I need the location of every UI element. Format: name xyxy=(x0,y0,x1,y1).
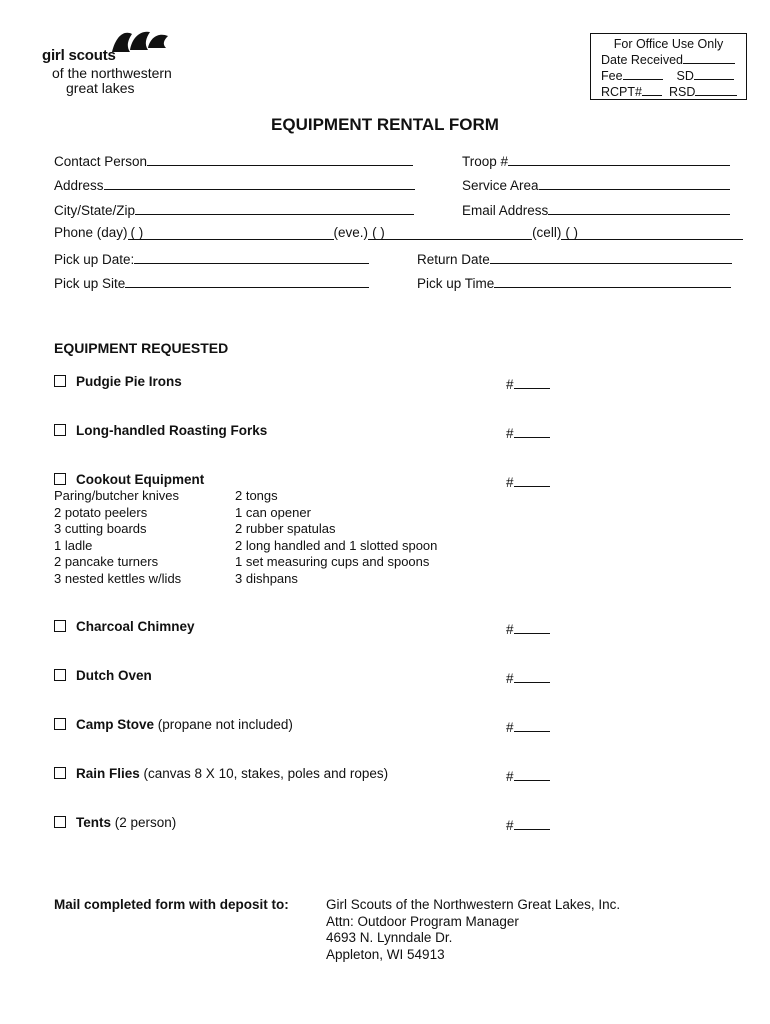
phone-day-field[interactable] xyxy=(128,225,334,240)
logo-subtitle-1: of the northwestern xyxy=(52,65,172,81)
address-line: Attn: Outdoor Program Manager xyxy=(326,913,519,929)
chimney-qty-label: # xyxy=(506,622,514,637)
address-row xyxy=(54,175,415,193)
dutch-checkbox[interactable] xyxy=(54,669,66,681)
stove-qty-label: # xyxy=(506,720,514,735)
pickup-date-label: Pick up Date: xyxy=(54,252,135,267)
rcpt-label: RCPT# xyxy=(601,85,642,99)
phone-cell-label: (cell) xyxy=(532,225,562,240)
chimney-qty-field[interactable] xyxy=(514,619,550,634)
list-item: 2 potato peelers xyxy=(54,504,148,520)
pudgie-qty-field[interactable] xyxy=(514,374,550,389)
pickup-site-row xyxy=(54,273,369,291)
pickup-time-field[interactable] xyxy=(494,273,731,288)
stove-note: (propane not included) xyxy=(154,717,293,732)
sd-field[interactable] xyxy=(694,68,734,80)
address-field[interactable] xyxy=(104,175,415,190)
tents-label: Tents xyxy=(76,815,112,830)
rsd-label: RSD xyxy=(668,85,696,99)
item-dutch-oven xyxy=(54,668,152,683)
cookout-list-right xyxy=(235,488,437,587)
phone-eve-field[interactable] xyxy=(368,225,532,240)
gsnwgl-logo xyxy=(42,28,202,98)
list-item: 3 dishpans xyxy=(235,570,298,586)
fee-label: Fee xyxy=(601,69,623,83)
list-item: 3 nested kettles w/lids xyxy=(54,570,182,586)
pickup-site-field[interactable] xyxy=(125,273,369,288)
item-camp-stove xyxy=(54,717,293,732)
stove-qty xyxy=(506,717,550,735)
return-date-label: Return Date xyxy=(417,252,490,267)
flies-label: Rain Flies xyxy=(76,766,140,781)
pickup-date-row xyxy=(54,249,369,267)
flies-qty-label: # xyxy=(506,769,514,784)
office-use-box xyxy=(590,33,747,100)
pudgie-label: Pudgie Pie Irons xyxy=(76,374,182,389)
chimney-checkbox[interactable] xyxy=(54,620,66,632)
city-row xyxy=(54,200,414,218)
cookout-qty-label: # xyxy=(506,475,514,490)
mailing-address xyxy=(326,897,620,963)
troop-row xyxy=(462,151,730,169)
cookout-list-left xyxy=(54,488,181,587)
contact-person-field[interactable] xyxy=(147,151,413,166)
cookout-label: Cookout Equipment xyxy=(76,472,205,487)
address-line: Girl Scouts of the Northwestern Great Lakes, Inc. xyxy=(326,897,621,912)
troop-label: Troop # xyxy=(462,154,509,169)
rsd-field[interactable] xyxy=(695,84,737,96)
tents-note: (2 person) xyxy=(111,815,177,830)
contact-person-row xyxy=(54,151,413,169)
forks-qty xyxy=(506,423,550,441)
list-item: 2 tongs xyxy=(235,488,278,503)
cookout-checkbox[interactable] xyxy=(54,473,66,485)
troop-field[interactable] xyxy=(508,151,730,166)
phone-eve-area-code: ( ) xyxy=(372,225,385,240)
phone-cell-area-code: ( ) xyxy=(565,225,579,240)
forks-checkbox[interactable] xyxy=(54,424,66,436)
stove-checkbox[interactable] xyxy=(54,718,66,730)
phone-row xyxy=(54,225,743,240)
service-area-label: Service Area xyxy=(462,178,539,193)
date-received-label: Date Received xyxy=(601,53,683,67)
forks-label: Long-handled Roasting Forks xyxy=(76,423,268,438)
phone-cell-field[interactable] xyxy=(561,225,743,240)
form-title: EQUIPMENT RENTAL FORM xyxy=(271,115,499,134)
stove-label: Camp Stove xyxy=(76,717,155,732)
date-received-field[interactable] xyxy=(683,52,735,64)
address-line: Appleton, WI 54913 xyxy=(326,946,445,962)
pudgie-checkbox[interactable] xyxy=(54,375,66,387)
city-label: City/State/Zip xyxy=(54,203,136,218)
return-date-field[interactable] xyxy=(490,249,732,264)
list-item: 1 ladle xyxy=(54,537,93,553)
flies-qty-field[interactable] xyxy=(514,766,550,781)
item-pudgie-pie-irons xyxy=(54,374,182,389)
sd-label: SD xyxy=(676,69,694,83)
equipment-section-heading: EQUIPMENT REQUESTED xyxy=(54,340,229,356)
office-use-title: For Office Use Only xyxy=(613,37,724,51)
fee-field[interactable] xyxy=(623,68,663,80)
mail-instructions: Mail completed form with deposit to: xyxy=(54,897,289,912)
chimney-qty xyxy=(506,619,550,637)
return-date-row xyxy=(417,249,732,267)
cookout-qty-field[interactable] xyxy=(514,472,550,487)
cookout-qty xyxy=(506,472,550,490)
list-item: 2 pancake turners xyxy=(54,554,159,569)
list-item: 3 cutting boards xyxy=(54,521,147,536)
address-label: Address xyxy=(54,178,104,193)
dutch-qty-field[interactable] xyxy=(514,668,550,683)
service-area-row xyxy=(462,175,730,193)
item-roasting-forks xyxy=(54,423,267,438)
address-line: 4693 N. Lynndale Dr. xyxy=(326,930,453,945)
list-item: 2 rubber spatulas xyxy=(235,521,336,536)
dutch-qty-label: # xyxy=(506,671,514,686)
chimney-label: Charcoal Chimney xyxy=(76,619,195,634)
rcpt-field[interactable] xyxy=(642,84,662,96)
tents-qty-field[interactable] xyxy=(514,815,550,830)
dutch-label: Dutch Oven xyxy=(76,668,152,683)
pickup-date-field[interactable] xyxy=(134,249,369,264)
logo-subtitle-2: great lakes xyxy=(66,80,135,96)
list-item: 2 long handled and 1 slotted spoon xyxy=(235,537,438,553)
forks-qty-field[interactable] xyxy=(514,423,550,438)
flies-qty xyxy=(506,766,550,784)
email-row xyxy=(462,200,730,218)
city-field[interactable] xyxy=(135,200,414,215)
stove-qty-field[interactable] xyxy=(514,717,550,732)
pudgie-qty-label: # xyxy=(506,377,514,392)
phone-day-area-code: ( ) xyxy=(130,225,144,240)
list-item: 1 can opener xyxy=(235,504,311,520)
flies-note: (canvas 8 X 10, stakes, poles and ropes) xyxy=(139,766,389,781)
tents-qty xyxy=(506,815,550,833)
item-cookout-equipment xyxy=(54,472,204,487)
tents-qty-label: # xyxy=(506,818,514,833)
dutch-qty xyxy=(506,668,550,686)
email-field[interactable] xyxy=(548,200,730,215)
pickup-time-label: Pick up Time xyxy=(417,276,495,291)
tents-checkbox[interactable] xyxy=(54,816,66,828)
forks-qty-label: # xyxy=(506,426,514,441)
item-charcoal-chimney xyxy=(54,619,195,634)
phone-eve-label: (eve.) xyxy=(333,225,369,240)
flies-checkbox[interactable] xyxy=(54,767,66,779)
trefoil-profiles-icon xyxy=(110,28,172,54)
list-item: 1 set measuring cups and spoons xyxy=(235,554,430,569)
list-item: Paring/butcher knives xyxy=(54,488,180,503)
contact-person-label: Contact Person xyxy=(54,154,148,169)
phone-day-label: Phone (day) xyxy=(54,225,128,240)
item-rain-flies xyxy=(54,766,388,781)
pudgie-qty xyxy=(506,374,550,392)
pickup-site-label: Pick up Site xyxy=(54,276,126,291)
service-area-field[interactable] xyxy=(539,175,730,190)
email-label: Email Address xyxy=(462,203,549,218)
pickup-time-row xyxy=(417,273,731,291)
logo-brand: girl scouts xyxy=(42,47,116,64)
item-tents xyxy=(54,815,176,830)
